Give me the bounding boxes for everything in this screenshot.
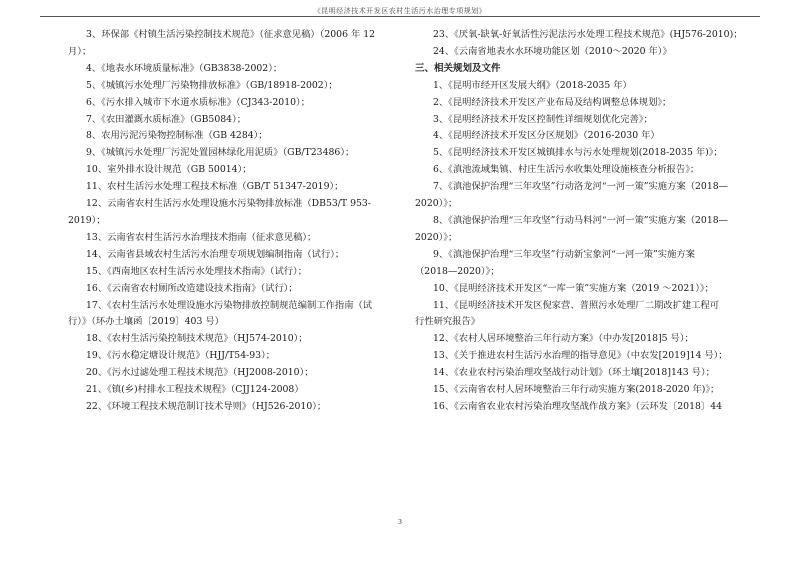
reference-line: 18、《农村生活污染控制技术规范》（HJ574-2010）； bbox=[86, 333, 308, 345]
reference-line: 5、《城镇污水处理厂污染物排放标准》（GB/18918-2002）； bbox=[86, 79, 338, 91]
reference-line: 4、《昆明经济技术开发区分区规划》（2016-2030 年） bbox=[433, 130, 660, 142]
header-divider bbox=[40, 16, 760, 17]
reference-line: 10、《昆明经济技术开发区“一库一策”实施方案（2019 ～2021）》； bbox=[433, 282, 714, 294]
reference-line: 15、《西南地区农村生活污水处理技术指南》（试行）； bbox=[86, 265, 308, 277]
reference-line: 7、《农田灌溉水质标准》（GB5084）； bbox=[86, 113, 247, 125]
reference-line: 6、《污水排入城市下水道水质标准》（CJ343-2010）； bbox=[86, 96, 310, 108]
reference-line: 2020）》； bbox=[415, 231, 458, 243]
reference-line: 月）； bbox=[68, 45, 92, 57]
reference-line: 21、《镇(乡)村排水工程技术规程》（CJJ124-2008） bbox=[86, 384, 304, 396]
reference-line: 8、农用污泥污染物控制标准（GB 4284）； bbox=[86, 130, 268, 142]
reference-line: 3、环保部《村镇生活污染控制技术规范》（征求意见稿）（2006 年 12 bbox=[86, 29, 376, 40]
reference-line: 行）》（环办土壤函〔2019〕403 号） bbox=[68, 316, 224, 328]
reference-line: 16、《云南省农村厕所改造建设技术指南》（试行）； bbox=[86, 282, 298, 294]
reference-line: 23、《厌氧-缺氧-好氧活性污泥法污水处理工程技术规范》(HJ576-2010)； bbox=[433, 29, 743, 40]
reference-line: （2018—2020）》； bbox=[415, 265, 500, 277]
reference-line: 17、《农村生活污水处理设施水污染物排放控制规范编制工作指南（试 bbox=[86, 299, 373, 311]
left-column bbox=[68, 27, 396, 416]
reference-line: 14、《农业农村污染治理攻坚战行动计划》（环土壤[2018]143 号）； bbox=[433, 367, 715, 379]
page-number: 3 bbox=[397, 518, 403, 526]
reference-line: 2019）； bbox=[68, 214, 106, 226]
reference-line: 2、《昆明经济技术开发区产业布局及结构调整总体规划》； bbox=[433, 96, 672, 108]
reference-line: 12、《农村人居环境整治三年行动方案》（中办发[2018]5 号）； bbox=[433, 333, 694, 345]
right-column bbox=[415, 27, 743, 416]
reference-line: 8、《滇池保护治理“三年攻坚”行动马料河“一河一策”实施方案（2018— bbox=[433, 214, 728, 226]
reference-line: 行性研究报告》 bbox=[415, 316, 481, 328]
reference-line: 22、《环境工程技术规范制订技术导则》（HJ526-2010）； bbox=[86, 400, 327, 412]
reference-line: 3、《昆明经济技术开发区控制性详细规划优化完善》； bbox=[433, 113, 653, 125]
reference-line: 5、《昆明经济技术开发区城镇排水与污水处理规划(2018-2035 年)》； bbox=[433, 147, 723, 159]
reference-line: 19、《污水稳定塘设计规范》（HJJ/T54-93）； bbox=[86, 350, 276, 362]
reference-line: 16、《云南省农业农村污染治理攻坚战作战方案》（云环发〔2018〕44 bbox=[433, 400, 723, 412]
reference-line: 9、《滇池保护治理“三年攻坚”行动新宝象河“一河一策”实施方案 bbox=[433, 248, 695, 260]
reference-line: 15、《云南省农村人居环境整治三年行动实施方案(2018-2020 年)》； bbox=[433, 384, 720, 396]
reference-line: 9、《城镇污水处理厂污泥处置园林绿化用泥质》（GB/T23486）； bbox=[86, 147, 355, 159]
reference-line: 11、《昆明经济技术开发区倪家营、普照污水处理厂二期改扩建工程可 bbox=[433, 299, 720, 311]
reference-line: 13、《关于推进农村生活污水治理的指导意见》（中农发[2019]14 号）； bbox=[433, 350, 728, 362]
reference-line: 1、《昆明市经开区发展大纲》（2018-2035 年） bbox=[433, 79, 632, 91]
section-heading: 三、相关规划及文件 bbox=[415, 62, 501, 74]
reference-line: 24、《云南省地表水水环境功能区划（2010～2020 年）》 bbox=[433, 45, 672, 57]
reference-line: 20、《污水过滤处理工程技术规范》（HJ2008-2010）； bbox=[86, 367, 314, 379]
reference-line: 7、《滇池保护治理“三年攻坚”行动洛龙河“一河一策”实施方案（2018— bbox=[433, 181, 728, 193]
reference-line: 10、室外排水设计规范（GB 50014）； bbox=[86, 164, 252, 176]
reference-line: 13、云南省农村生活污水治理技术指南（征求意见稿）； bbox=[86, 231, 317, 243]
reference-line: 11、农村生活污水处理工程技术标准（GB/T 51347-2019）； bbox=[86, 181, 344, 193]
page-header: 《昆明经济技术开发区农村生活污水治理专项规划》 bbox=[313, 7, 487, 15]
reference-line: 12、云南省农村生活污水处理设施水污染物排放标准（DB53/T 953- bbox=[86, 198, 371, 210]
reference-line: 4、《地表水环境质量标准》（GB3838-2002）； bbox=[86, 62, 283, 74]
reference-line: 14、云南省县域农村生活污水治理专项规划编制指南（试行）； bbox=[86, 248, 345, 260]
reference-line: 2020）》； bbox=[415, 198, 458, 210]
reference-line: 6、《滇池流域集镇、村庄生活污水收集处理设施核查分析报告》； bbox=[433, 164, 700, 176]
